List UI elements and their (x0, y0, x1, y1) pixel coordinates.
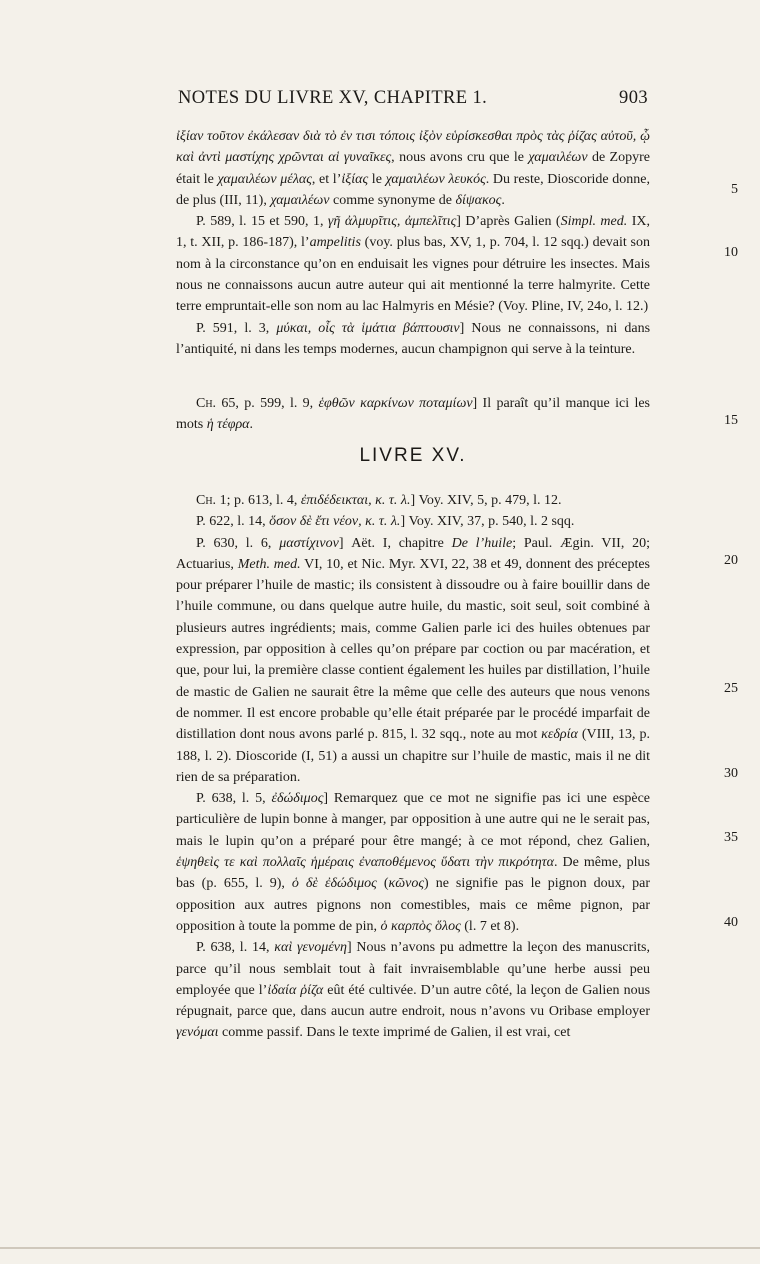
note-text: ; Paul. Ægin. VII, 20; Actuarius, (176, 535, 650, 572)
book-heading: LIVRE XV. (359, 445, 467, 466)
greek-lemma: καὶ γενομένη (274, 940, 347, 956)
greek-lemma: ἰξίας (341, 171, 369, 187)
greek-lemma: ἰδαία ῥίζα (267, 982, 324, 998)
note-paragraph (176, 211, 650, 317)
greek-lemma: ἰξίαν τοῦτον ἐκάλεσαν διὰ τὸ ἐν τισι τόποις ἰξὸν εὑρίσκεσθαι πρὸς τὰς ῥίζας αὐτοῦ, ᾧ καὶ ἀντὶ μαστίχης χρῶνται αἱ γυναῖκες (176, 129, 650, 166)
line-number: 25 (724, 681, 738, 696)
greek-lemma: δίψακος (455, 192, 502, 208)
note-paragraph (176, 533, 650, 789)
note-text: (voy. plus bas, XV, 1, p. 704, l. 12 sqq.) devait son nom à la circonstance qu’on en enduisait les vignes pour détruire les insectes. Mais nous ne connaissons aucun autre auteur qui ait mentionné la terre halmyrite. Cette terre empruntait-elle son nom au lac Halmyris en Mésie? (Voy. Pline, IV, 24o, l. 12.) (176, 235, 650, 315)
greek-lemma: χαμαιλέων (270, 192, 330, 208)
note-text: . De même, plus bas (p. 655, l. 9), (176, 855, 650, 892)
note-text: P. 630, l. 6, (196, 535, 280, 551)
greek-lemma: ἑψηθεὶς τε καὶ πολλαῖς ἡμέραις ἐναποθέμενος ὕδατι τὴν πικρότητα (176, 855, 555, 871)
note-text: P. 622, l. 14, (196, 514, 270, 530)
note-paragraph (176, 490, 650, 511)
note-text: ] Voy. XIV, 37, p. 540, l. 2 sqq. (400, 514, 575, 530)
note-text: (l. 7 et 8). (460, 918, 520, 934)
greek-lemma: ἑφθῶν καρκίνων ποταμίων (318, 396, 473, 411)
note-paragraph (176, 788, 650, 937)
line-number: 30 (724, 766, 738, 781)
greek-lemma: γενόμαι (176, 1025, 219, 1041)
greek-lemma: κῶνος (388, 876, 425, 892)
chapter-abbrev: Ch. (196, 493, 217, 508)
line-number: 15 (724, 413, 738, 428)
note-text: . Du reste, Dioscoride donne, de plus (III, 11), (176, 171, 650, 208)
notes-block-chapter-65 (176, 393, 650, 436)
note-text: (VIII, 13, p. 188, l. 2). Dioscoride (I, 51) a aussi un chapitre sur l’huile de mastic, mais il ne dit rien de sa préparation. (176, 727, 650, 785)
page-number: 903 (619, 88, 648, 108)
italic-reference: De l’huile (451, 535, 513, 551)
greek-lemma: μύκαι, οἷς τὰ ἱμάτια βάπτουσιν (276, 320, 460, 336)
note-text: ] Il paraît qu’il manque ici les mots (176, 396, 650, 433)
note-text: . (249, 417, 254, 433)
line-number: 10 (724, 245, 738, 260)
greek-lemma: ἐδώδιμος (271, 791, 324, 807)
note-text: ] Aët. I, chapitre (338, 535, 452, 551)
note-text: IX, 1, t. XII, p. 186-187), l’ (176, 214, 650, 251)
greek-lemma: χαμαιλέων (528, 150, 588, 166)
note-text: P. 638, l. 5, (196, 791, 272, 807)
note-paragraph (176, 511, 650, 532)
note-paragraph (176, 393, 650, 436)
note-text: . (501, 192, 505, 208)
note-text: P. 591, l. 3, (196, 320, 277, 336)
note-paragraph (176, 318, 650, 361)
note-text: P. 638, l. 14, (196, 940, 275, 956)
note-text: ) ne signifie pas le pignon doux, par opposition aux autres pignons non comestibles, mais ce même pignon, par opposition à toute la pomme de pin, (176, 876, 650, 934)
italic-reference: ampelitis (309, 235, 361, 251)
greek-lemma: γῆ ἀλμυρῖτις, ἀμπελῖτις (327, 214, 457, 230)
note-paragraph (176, 126, 650, 211)
line-number: 5 (731, 182, 738, 197)
note-text: comme passif. Dans le texte imprimé de Galien, il est vrai, cet (218, 1025, 571, 1041)
note-text: ] Voy. XIV, 5, p. 479, l. 12. (410, 493, 562, 508)
note-text: ] D’après Galien ( (456, 214, 561, 230)
note-text: , nous avons cru que le (391, 150, 529, 166)
greek-lemma: ἡ τέφρα (206, 417, 250, 433)
notes-block-livre-xv (176, 490, 650, 1044)
note-paragraph (176, 937, 650, 1043)
greek-lemma: ὁ δὲ ἐδώδιμος (291, 876, 377, 892)
greek-lemma: κεδρία (541, 727, 578, 743)
greek-lemma: ἐπιδέδεικται, κ. τ. λ. (300, 493, 411, 508)
chapter-abbrev: Ch. (196, 396, 217, 411)
note-text: ] Nous n’avons pu admettre la leçon des manuscrits, parce qu’il nous semblait tout à fait invraisemblable qu’une herbe aussi peu employée que l’ (176, 940, 650, 998)
note-text: 1; p. 613, l. 4, (216, 493, 301, 508)
greek-lemma: ὅσον δὲ ἔτι νέον, κ. τ. λ. (269, 514, 401, 530)
note-text: de Zopyre était le (176, 150, 650, 187)
note-text: , et l’ (311, 171, 342, 187)
line-number: 35 (724, 830, 738, 845)
page-edge (0, 1247, 760, 1249)
greek-lemma: μαστίχινον (279, 535, 339, 551)
greek-lemma: ὁ καρπὸς ὅλος (380, 918, 461, 934)
note-text: le (368, 171, 386, 187)
note-text: comme synonyme de (329, 192, 456, 208)
italic-reference: Simpl. med. (560, 214, 628, 230)
note-text: ( (376, 876, 389, 892)
line-number: 40 (724, 915, 738, 930)
line-number: 20 (724, 553, 738, 568)
note-text: P. 589, l. 15 et 590, 1, (196, 214, 328, 230)
note-text: ] Remarquez que ce mot ne signifie pas ici une espèce particulière de lupin bonne à manger, par opposition à une autre qui ne le serait pas, mais le lupin qu’on a préparé pour être mangé; à ce mot répond, chez Galien, (176, 791, 650, 849)
greek-lemma: χαμαιλέων μέλας (217, 171, 312, 187)
notes-block-continuation (176, 126, 650, 360)
italic-reference: Meth. med. (237, 556, 301, 572)
note-text: ] Nous ne connaissons, ni dans l’antiquité, ni dans les temps modernes, aucun champignon qui serve à la teinture. (176, 320, 651, 357)
note-text: 65, p. 599, l. 9, (216, 396, 319, 411)
greek-lemma: χαμαιλέων λευκός (385, 171, 486, 187)
note-text: VI, 10, et Nic. Myr. XVI, 22, 38 et 49, donnent des préceptes pour préparer l’huile de mastic; ils consistent à dissoudre ou à faire bouillir dans de l’huile commune, ou dans quelque autre huile, du mastic, soit seul, soit combiné à plusieurs autres ingrédients; mais, comme Galien parle ici des huiles obtenues par expression, par opposition à celles qu’on prépare par coction ou par macération, et que, pour lui, la première classe contient également les huiles par distillation, l’huile de mastic de Galien ne saurait être la même que celle des auteurs que nous venons de nommer. Il est encore probable qu’elle était préparée par le procédé imparfait de distillation dont nous avons parlé p. 815, l. 32 sqq., note au mot (176, 556, 650, 743)
note-text: eût été cultivée. D’un autre côté, la leçon de Galien nous répugnait, parce que, dans aucun autre endroit, nous n’avons vu Oribase employer (176, 982, 651, 1020)
running-title: NOTES DU LIVRE XV, CHAPITRE 1. (178, 88, 488, 108)
